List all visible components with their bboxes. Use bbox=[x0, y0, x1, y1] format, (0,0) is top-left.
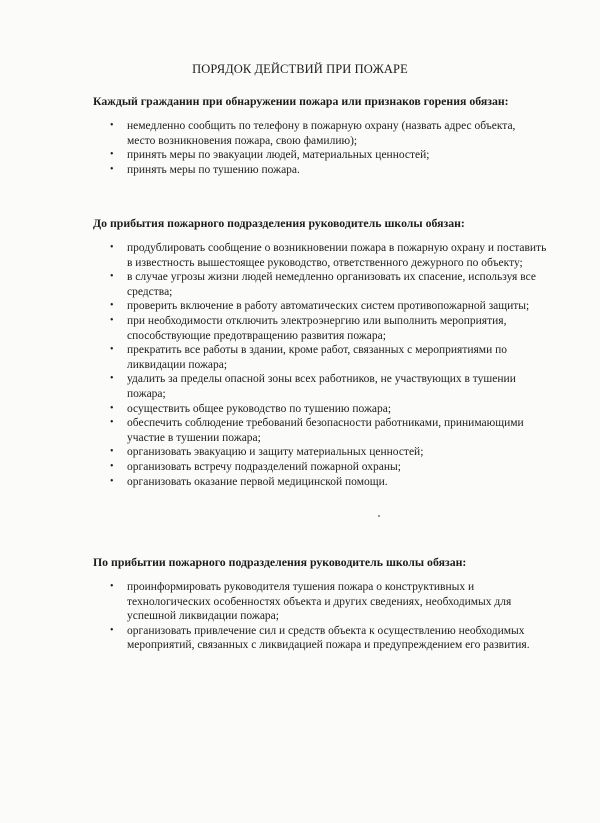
list-item-text: обеспечить соблюдение требований безопасности работниками, принимающими участие в тушении пожара; bbox=[127, 417, 524, 444]
document-title: ПОРЯДОК ДЕЙСТВИЙ ПРИ ПОЖАРЕ bbox=[192, 62, 408, 76]
list-item-text: проверить включение в работу автоматических систем противопожарной защиты; bbox=[127, 300, 530, 313]
list-item bbox=[0, 475, 600, 490]
section-before-arrival bbox=[0, 216, 600, 489]
bullet-icon: • bbox=[110, 446, 114, 458]
list-item-text: при необходимости отключить электроэнергию или выполнить мероприятия, способствующие предотвращению развития пожара; bbox=[127, 314, 507, 342]
list-item-text: принять меры по тушению пожара. bbox=[127, 163, 300, 176]
list-item-text: организовать привлечение сил и средств объекта к осуществлению необходимых мероприятий, связанных с ликвидацией пожара и предупреждением его развития. bbox=[127, 624, 530, 652]
bullet-icon: • bbox=[110, 344, 114, 356]
list-item-text: принять меры по эвакуации людей, материальных ценностей; bbox=[127, 149, 430, 162]
bullet-icon: • bbox=[110, 581, 114, 592]
section-after-arrival bbox=[0, 555, 600, 653]
bullet-icon: • bbox=[110, 300, 114, 312]
bullet-list bbox=[0, 241, 600, 489]
list-item-text: прекратить все работы в здании, кроме работ, связанных с мероприятиями по ликвидации пожара; bbox=[127, 344, 508, 371]
bullet-icon: • bbox=[110, 271, 114, 283]
list-item bbox=[0, 299, 600, 314]
list-item bbox=[0, 416, 600, 445]
list-item-text: организовать оказание первой медицинской помощи. bbox=[127, 475, 388, 488]
list-item bbox=[0, 270, 600, 299]
list-item-text: в случае угрозы жизни людей немедленно организовать их спасение, используя все средства; bbox=[127, 271, 536, 298]
bullet-icon: • bbox=[110, 460, 114, 472]
list-item bbox=[0, 163, 600, 178]
section-heading: До прибытия пожарного подразделения руководитель школы обязан: bbox=[93, 216, 465, 230]
section-citizen-duties bbox=[0, 94, 600, 177]
list-item bbox=[0, 402, 600, 417]
bullet-icon: • bbox=[110, 373, 114, 385]
section-heading: Каждый гражданин при обнаружении пожара или признаков горения обязан: bbox=[93, 94, 509, 108]
list-item bbox=[0, 148, 600, 163]
list-item bbox=[0, 314, 600, 343]
list-item bbox=[0, 580, 600, 624]
list-item bbox=[0, 624, 600, 653]
list-item bbox=[0, 119, 600, 148]
list-item-text: продублировать сообщение о возникновении пожара в пожарную охрану и поставить в известность вышестоящее руководство, ответственного дежурного по объекту; bbox=[127, 242, 547, 269]
bullet-list bbox=[0, 580, 600, 653]
list-item bbox=[0, 343, 600, 372]
bullet-icon: • bbox=[110, 417, 114, 429]
bullet-list bbox=[0, 119, 600, 177]
list-item-text: удалить за пределы опасной зоны всех работников, не участвующих в тушении пожара; bbox=[127, 373, 516, 400]
list-item-text: организовать эвакуацию и защиту материальных ценностей; bbox=[127, 446, 424, 459]
bullet-icon: • bbox=[110, 402, 114, 414]
list-item bbox=[0, 241, 600, 270]
section-heading: По прибытии пожарного подразделения руководитель школы обязан: bbox=[93, 555, 467, 569]
bullet-icon: • bbox=[110, 624, 114, 636]
list-item bbox=[0, 460, 600, 475]
scan-speck bbox=[378, 515, 380, 517]
list-item bbox=[0, 445, 600, 460]
bullet-icon: • bbox=[110, 120, 114, 131]
bullet-icon: • bbox=[110, 163, 114, 175]
list-item bbox=[0, 372, 600, 401]
bullet-icon: • bbox=[110, 242, 114, 253]
list-item-text: проинформировать руководителя тушения пожара о конструктивных и технологических особенностях объекта и других сведениях, необходимых для успешной ликвидации пожара; bbox=[127, 581, 512, 623]
list-item-text: осуществить общее руководство по тушению пожара; bbox=[127, 402, 392, 415]
bullet-icon: • bbox=[110, 475, 114, 487]
list-item-text: немедленно сообщить по телефону в пожарную охрану (назвать адрес объекта, место возникновения пожара, свою фамилию); bbox=[127, 120, 516, 147]
bullet-icon: • bbox=[110, 314, 114, 326]
list-item-text: организовать встречу подразделений пожарной охраны; bbox=[127, 460, 401, 473]
bullet-icon: • bbox=[110, 149, 114, 161]
